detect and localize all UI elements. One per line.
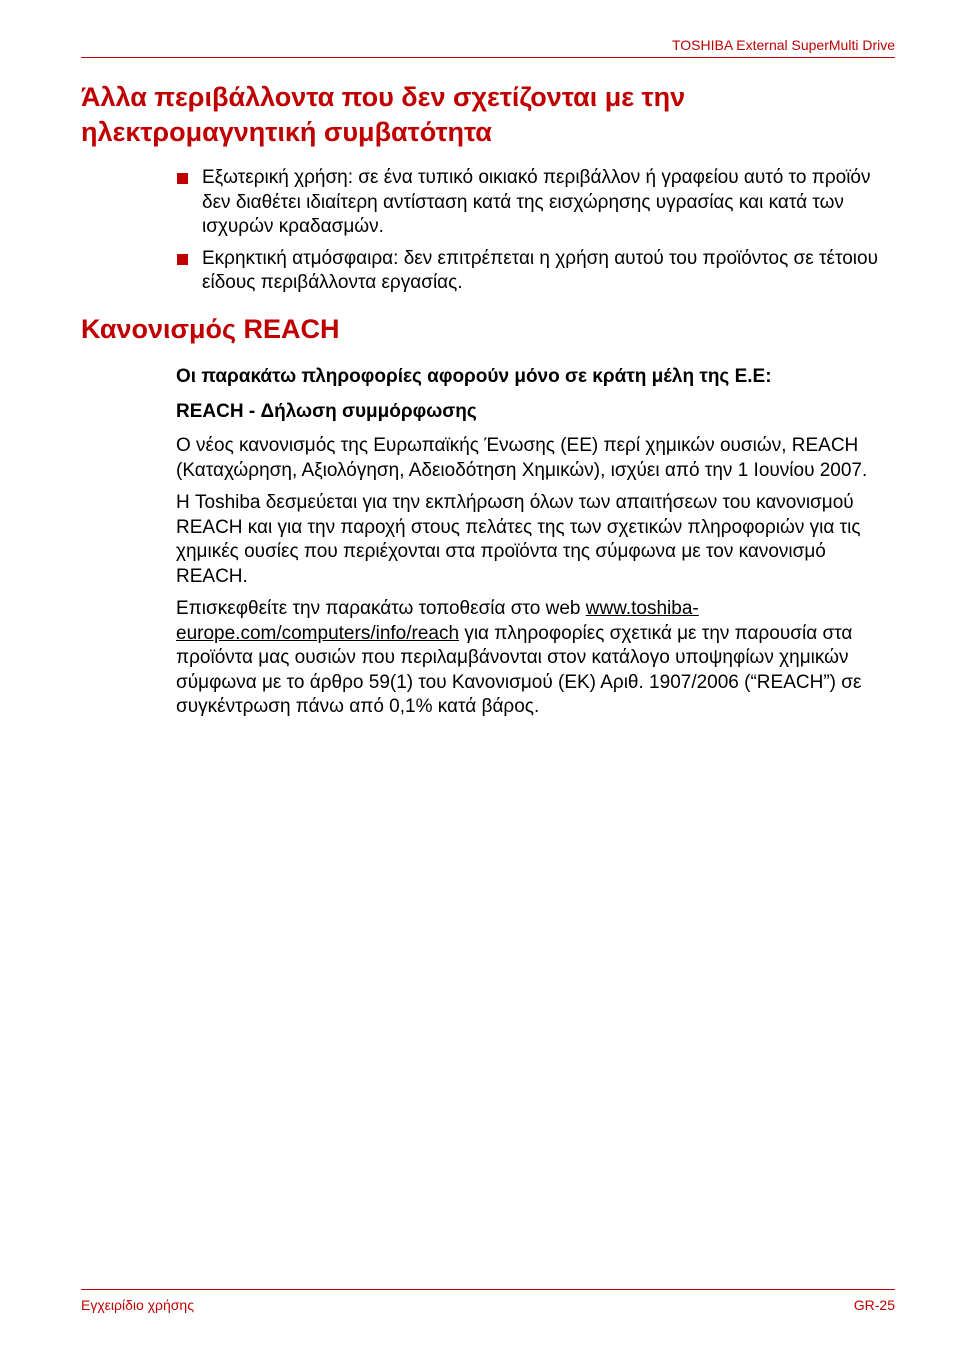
footer-rule [81, 1289, 895, 1290]
reach-paragraph-2: Η Toshiba δεσμεύεται για την εκπλήρωση όλων των απαιτήσεων του κανονισμού REACH και για την παροχή στους πελάτες της των σχετικών πληροφοριών για τις χημικές ουσίες που περιέχονται στα προϊόντα της σύμφωνα με τον κανονισμό REACH. [176, 492, 861, 587]
square-bullet-icon [177, 173, 188, 184]
list-item [176, 166, 891, 240]
section-heading-other-environments: Άλλα περιβάλλοντα που δεν σχετίζονται με την ηλεκτρομαγνητική συμβατότητα [81, 82, 686, 147]
section-heading-reach: Κανονισμός REACH [81, 314, 340, 344]
list-item [176, 247, 891, 296]
paragraph-prefix: Επισκεφθείτε την παρακάτω τοποθεσία στο web [176, 598, 586, 619]
square-bullet-icon [177, 254, 188, 265]
reach-content [176, 365, 896, 728]
paragraph-suffix: για πληροφορίες σχετικά με την παρουσία στα προϊόντα μας ουσιών που περιλαμβάνονται στον κατάλογο υποψηφίων χημικών σύμφωνα με το άρθρο 59(1) του Κανονισμού (ΕΚ) Αριθ. 1907/2006 (“REACH”) σε συγκέντρωση πάνω από 0,1% κατά βάρος. [176, 622, 862, 717]
eu-note: Οι παρακάτω πληροφορίες αφορούν μόνο σε κράτη μέλη της Ε.Ε: [176, 366, 772, 387]
reach-subheading: REACH - Δήλωση συμμόρφωσης [176, 400, 477, 422]
reach-info-link[interactable]: www.toshiba-europe.com/computers/info/reach [176, 598, 699, 644]
running-header: TOSHIBA External SuperMulti Drive [671, 37, 895, 53]
header-rule [81, 57, 895, 58]
bullet-list [176, 166, 891, 303]
reach-paragraph-1: Ο νέος κανονισμός της Ευρωπαϊκής Ένωσης (ΕΕ) περί χημικών ουσιών, REACH (Καταχώρηση, Αξιολόγηση, Αδειοδότηση Χημικών), ισχύει από την 1 Ιουνίου 2007. [176, 435, 868, 481]
reach-paragraph-3 [176, 597, 896, 720]
footer-manual-title: Εγχειρίδιο χρήσης [81, 1297, 194, 1313]
bullet-text: Εκρηκτική ατμόσφαιρα: δεν επιτρέπεται η χρήση αυτού του προϊόντος σε τέτοιου είδους περιβάλλοντα εργασίας. [202, 247, 878, 293]
bullet-text: Εξωτερική χρήση: σε ένα τυπικό οικιακό περιβάλλον ή γραφείου αυτό το προϊόν δεν διαθέτει ιδιαίτερη αντίσταση κατά της εισχώρησης υγρασίας και κατά των ισχυρών κραδασμών. [202, 167, 871, 237]
page-number: GR-25 [853, 1297, 895, 1313]
